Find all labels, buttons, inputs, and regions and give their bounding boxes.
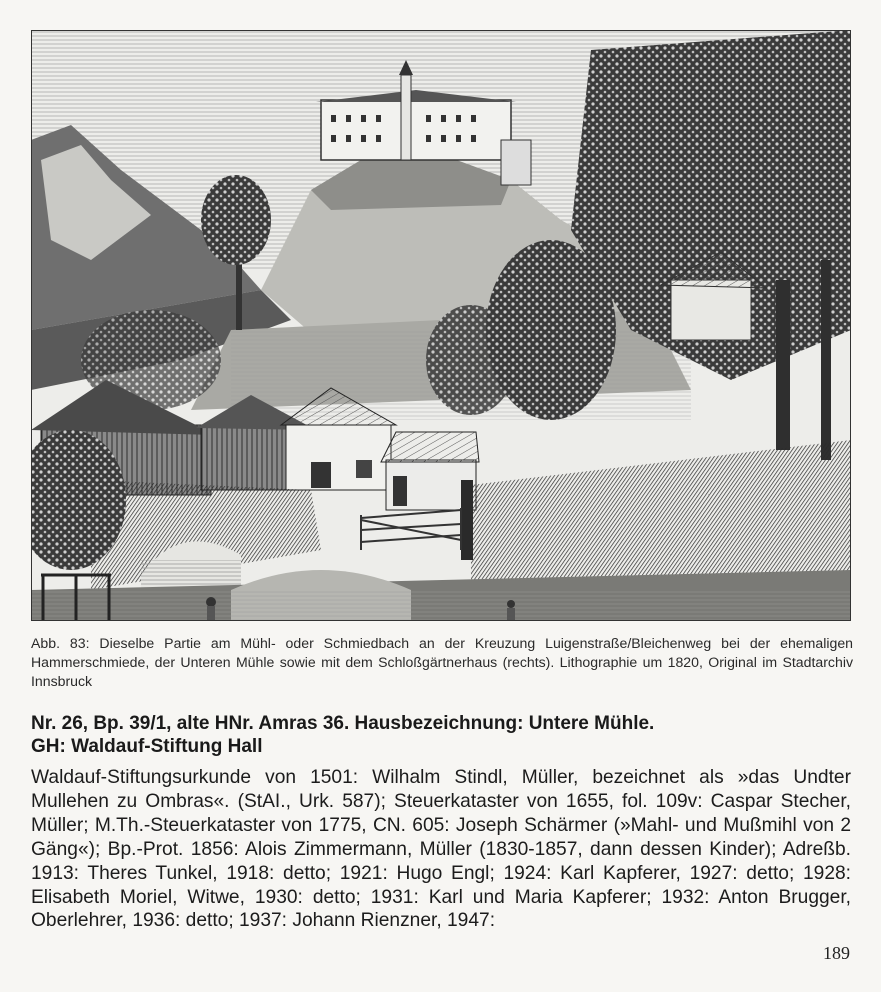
entry-heading	[31, 712, 853, 758]
entry-heading-line2: GH: Waldauf-Stiftung Hall	[31, 736, 263, 757]
lithograph-drawing	[31, 30, 851, 621]
entry-body-text: Waldauf-Stiftungsurkunde von 1501: Wilhalm Stindl, Müller, bezeichnet als »das Undter Mullehen zu Ombras«. (StAI., Urk. 587); Steuerkataster von 1655, fol. 109v: Caspar Stecher, Müller; M.Th.-Steuerkataster von 1775, CN. 605: Joseph Schärmer (»Mahl- und Mußmihl von 2 Gäng«); Bp.-Prot. 1856: Alois Zimmermann, Müller (1830-1857, dann dessen Kinder); Adreßb. 1913: Theres Tunkel, 1918: detto; 1921: Hugo Engl; 1924: Karl Kapferer, 1927: detto; 1928: Elisabeth Moriel, Witwe, 1930: detto; 1931: Karl und Maria Kapferer; 1932: Anton Brugger, Oberlehrer, 1936: detto; 1937: Johann Rienzner, 1947:	[31, 767, 851, 932]
figure-caption: Abb. 83: Dieselbe Partie am Mühl- oder Schmiedbach an der Kreuzung Luigenstraße/Bleichenweg bei der ehemaligen Hammerschmiede, der Unteren Mühle sowie mit dem Schloßgärtnerhaus (rechts). Lithographie um 1820, Original im Stadtarchiv Innsbruck	[31, 635, 853, 690]
page-number: 189	[823, 943, 850, 963]
entry-heading-line1: Nr. 26, Bp. 39/1, alte HNr. Amras 36. Hausbezeichnung: Untere Mühle.	[31, 713, 655, 734]
lithograph-illustration	[31, 30, 851, 621]
